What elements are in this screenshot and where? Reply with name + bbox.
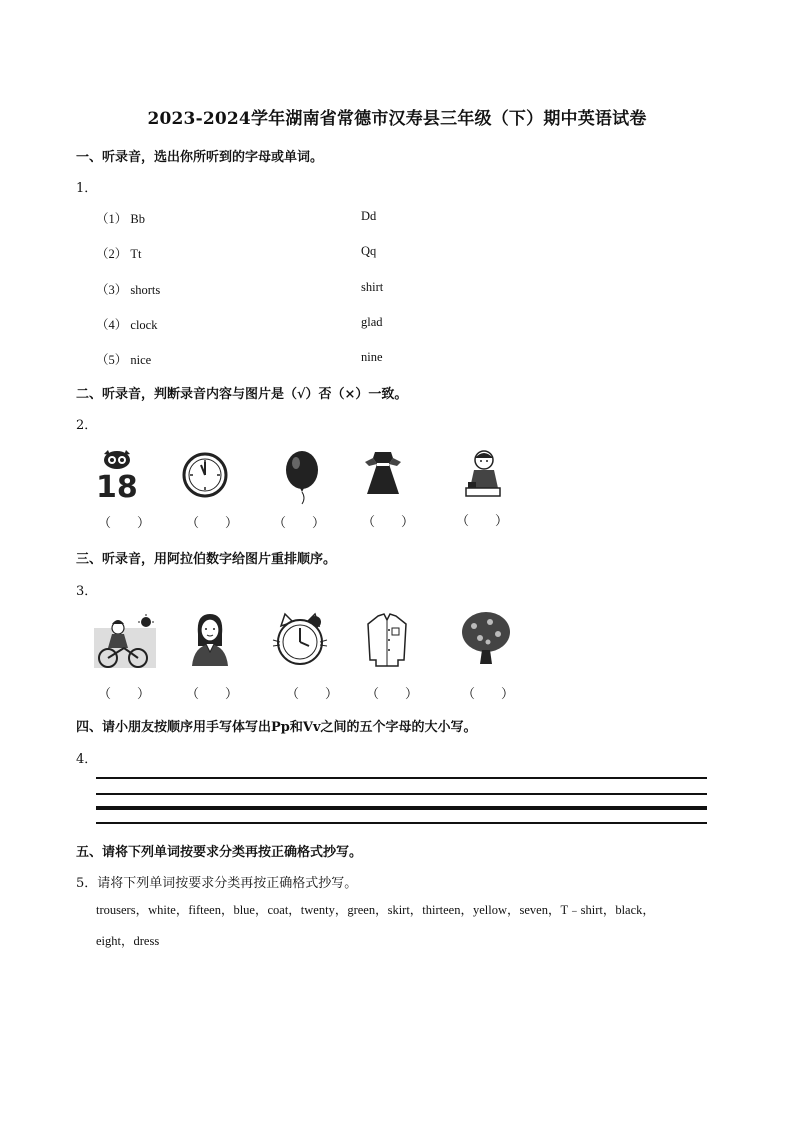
option-b: shirt xyxy=(361,280,384,294)
page-title: 2023-2024学年湖南省常德市汉寿县三年级（下）期中英语试卷 xyxy=(147,109,647,129)
writing-line-bottom xyxy=(96,822,707,824)
cat-clock-picture xyxy=(271,612,329,668)
dress-picture xyxy=(363,450,403,500)
option-a: shorts xyxy=(130,283,161,297)
option-a: Tt xyxy=(130,247,142,261)
boy-picture xyxy=(462,448,504,500)
answer-paren-2-1[interactable]: （ ） xyxy=(98,516,151,531)
option-b: Qq xyxy=(361,244,377,258)
word-list-line-2: eight，dress xyxy=(96,934,160,948)
option-row-4 xyxy=(96,315,157,333)
option-b: Dd xyxy=(361,209,377,223)
section-5-heading: 五、请将下列单词按要求分类再按正确格式抄写。 xyxy=(76,845,363,860)
word-list-line-1: trousers，white，fifteen，blue，coat，twenty，green，skirt，thirteen，yellow，seven，T﹣shirt，black， xyxy=(96,903,655,917)
option-a: Bb xyxy=(130,212,145,226)
answer-paren-3-4[interactable]: （ ） xyxy=(366,687,419,702)
option-a: clock xyxy=(130,318,158,332)
woman-portrait-picture xyxy=(188,612,232,668)
answer-paren-3-1[interactable]: （ ） xyxy=(98,687,151,702)
shirt-picture xyxy=(364,612,410,668)
tree-picture xyxy=(460,610,512,666)
writing-line-base xyxy=(96,806,707,810)
option-number: （1） xyxy=(96,212,128,226)
girl-riding-bike-picture xyxy=(94,614,156,670)
answer-paren-2-3[interactable]: （ ） xyxy=(273,516,326,531)
question-4-number: 4． xyxy=(76,752,98,767)
section-3-heading: 三、听录音，用阿拉伯数字给图片重排顺序。 xyxy=(76,552,337,567)
answer-paren-2-4[interactable]: （ ） xyxy=(362,515,415,530)
option-row-1 xyxy=(96,209,145,227)
option-row-2 xyxy=(96,244,142,262)
section-4-heading: 四、请小朋友按顺序用手写体写出Pp和Vv之间的五个字母的大小写。 xyxy=(76,720,477,735)
owl-eighteen-picture xyxy=(94,450,140,500)
question-3-number: 3． xyxy=(76,584,98,599)
option-a: nice xyxy=(130,353,152,367)
answer-paren-2-2[interactable]: （ ） xyxy=(186,516,239,531)
writing-line-top xyxy=(96,777,707,779)
option-row-3 xyxy=(96,280,160,298)
writing-line-upper xyxy=(96,793,707,795)
answer-paren-3-2[interactable]: （ ） xyxy=(186,687,239,702)
option-b: nine xyxy=(361,350,383,364)
option-number: （3） xyxy=(96,283,128,297)
svg-text:18: 18 xyxy=(96,470,138,500)
answer-paren-3-5[interactable]: （ ） xyxy=(462,687,515,702)
question-5-text: 5．请将下列单词按要求分类再按正确格式抄写。 xyxy=(76,876,358,891)
option-number: （2） xyxy=(96,247,128,261)
option-row-5 xyxy=(96,350,151,368)
clock-picture xyxy=(182,452,228,498)
answer-paren-2-5[interactable]: （ ） xyxy=(456,514,509,529)
question-2-number: 2． xyxy=(76,418,98,433)
option-b: glad xyxy=(361,315,383,329)
answer-paren-3-3[interactable]: （ ） xyxy=(286,687,339,702)
section-2-heading: 二、听录音，判断录音内容与图片是（√）否（×）一致。 xyxy=(76,387,408,402)
option-number: （5） xyxy=(96,353,128,367)
question-1-number: 1． xyxy=(76,181,98,196)
section-1-heading: 一、听录音，选出你所听到的字母或单词。 xyxy=(76,150,324,165)
option-number: （4） xyxy=(96,318,128,332)
balloon-picture xyxy=(282,450,322,506)
